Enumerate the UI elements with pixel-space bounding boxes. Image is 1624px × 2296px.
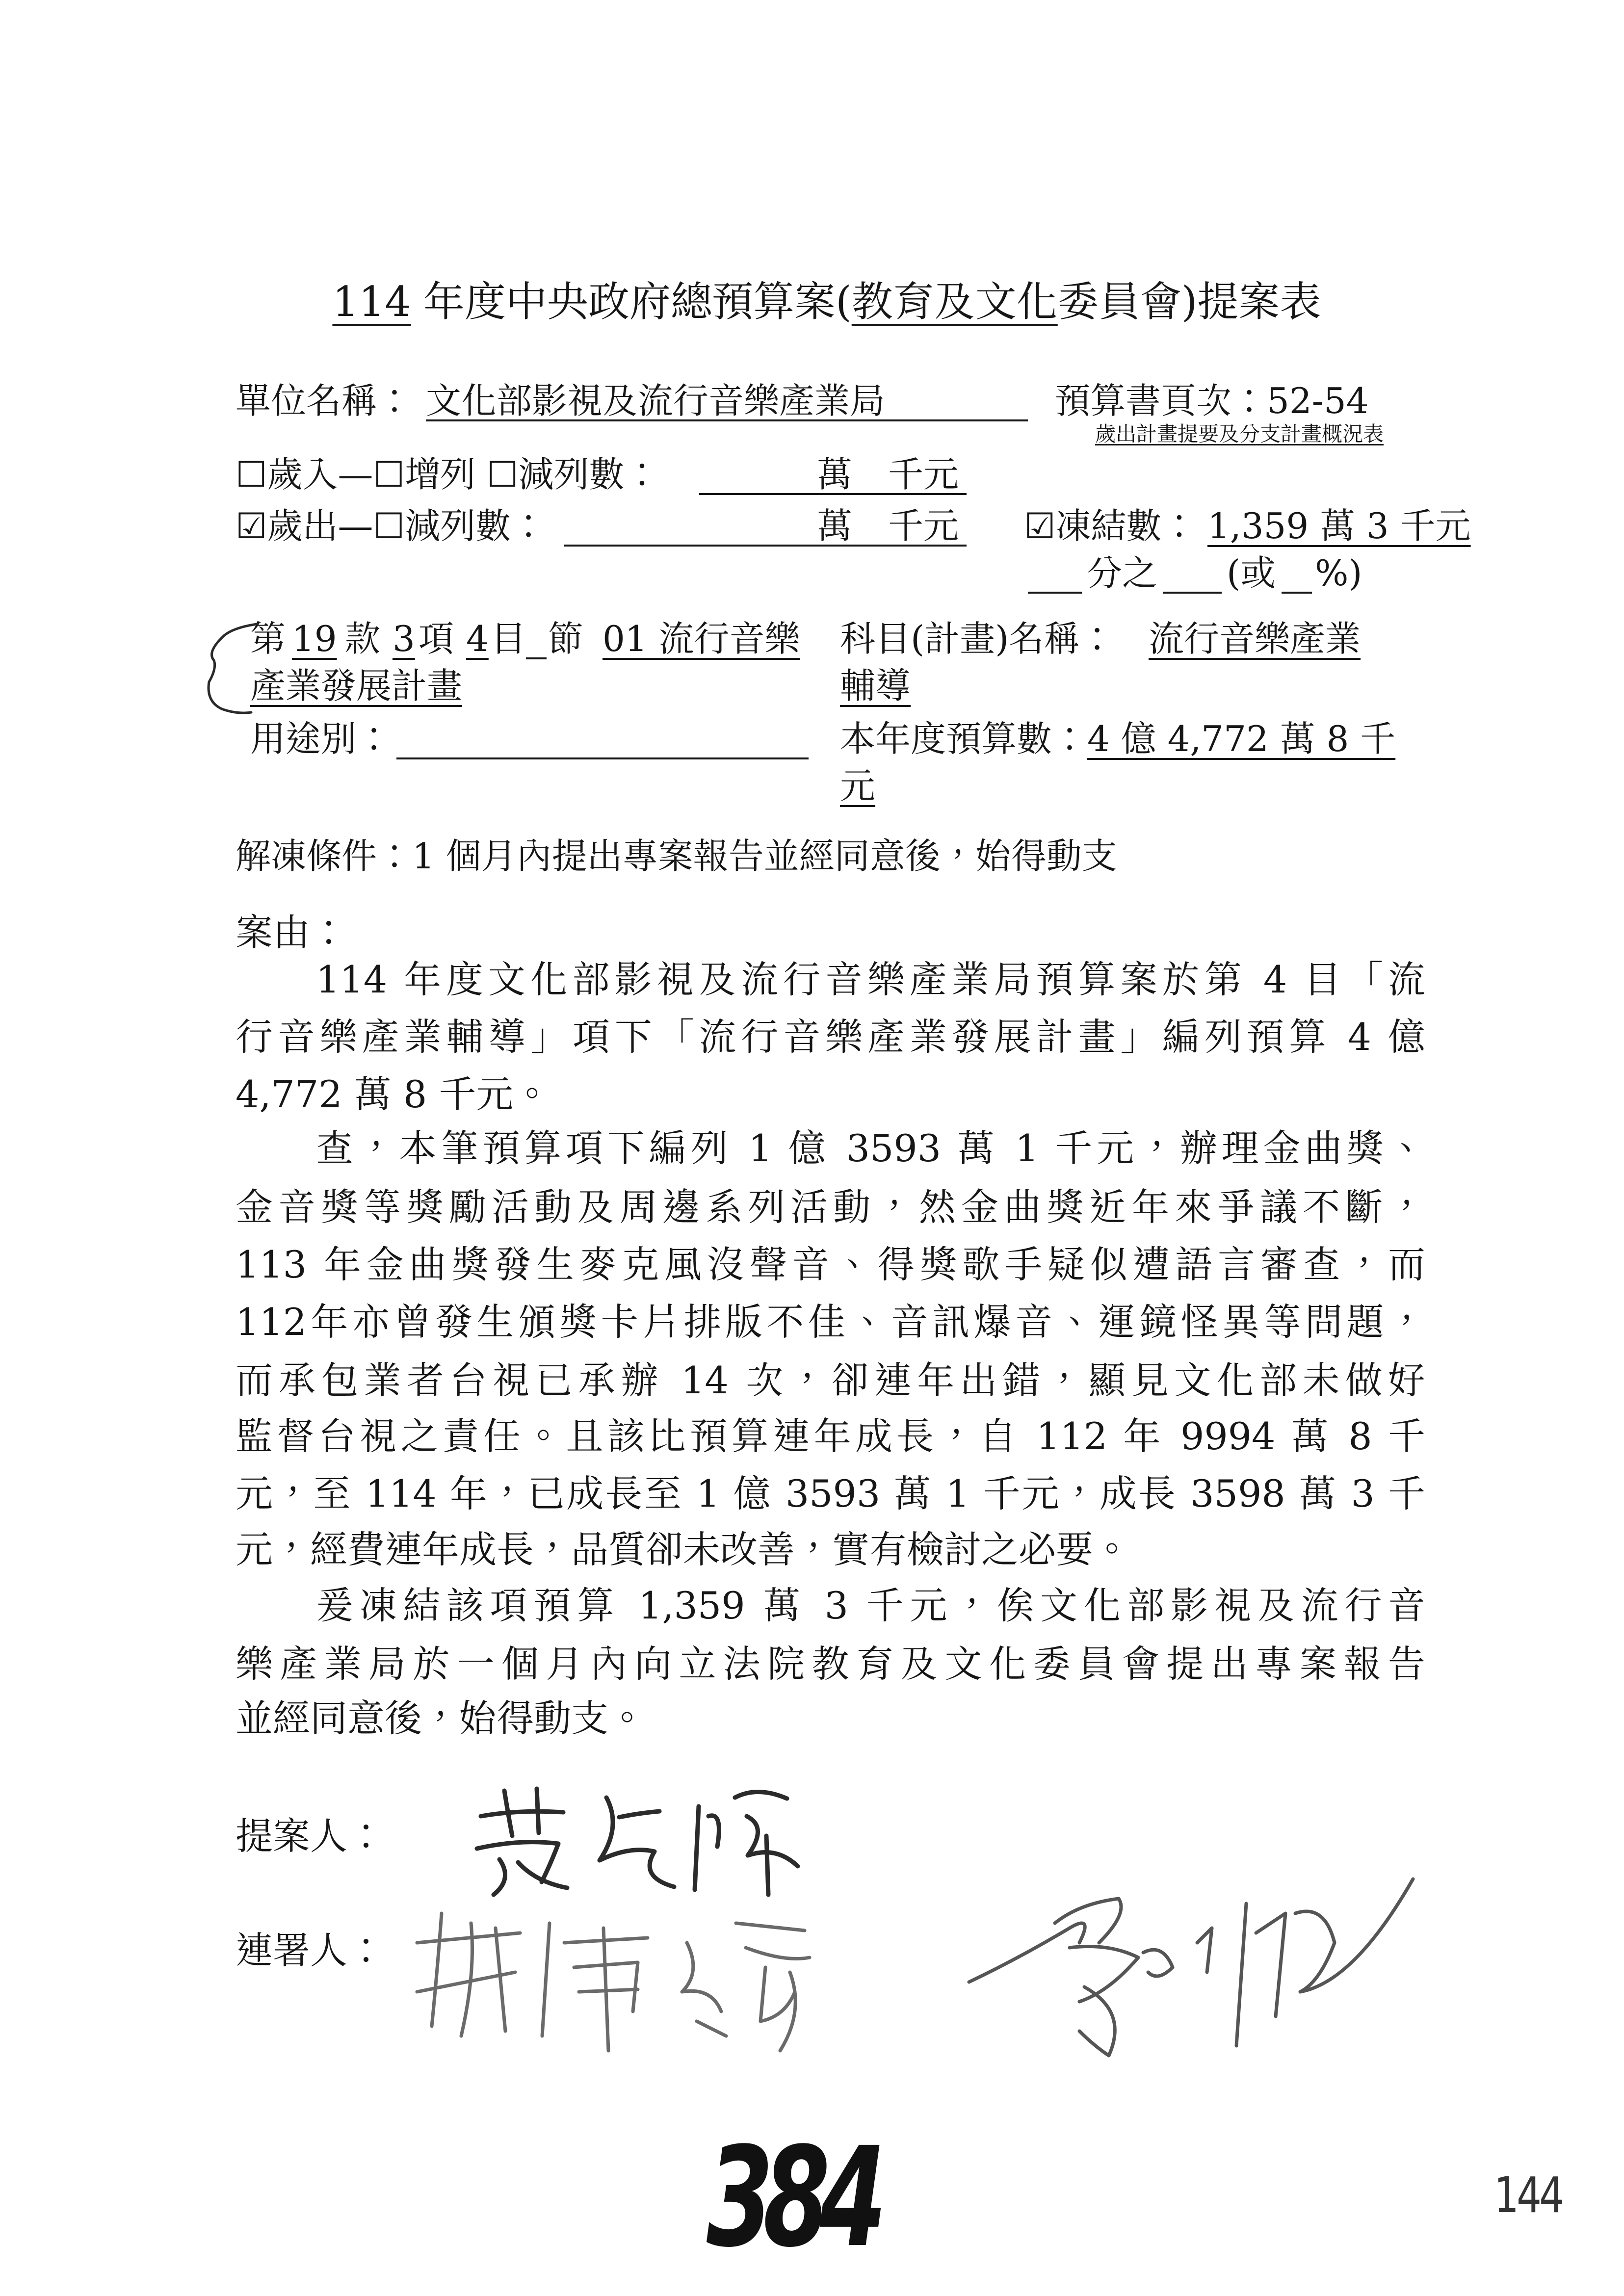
cosigner-label: 連署人： xyxy=(236,1929,385,1972)
reason-line: 爰凍結該項預算 1,359 萬 3 千元，俟文化部影視及流行音 xyxy=(316,1584,1425,1627)
freeze-ratio-blank-3 xyxy=(1282,592,1312,594)
reason-line: 監督台視之責任。且該比預算連年成長，自 112 年 9994 萬 8 千 xyxy=(236,1414,1425,1458)
title-year: 114 xyxy=(332,278,411,326)
item-mu-label: 目 xyxy=(491,618,526,659)
cosigner-signature-2 xyxy=(969,1879,1413,2056)
freeze-ratio-blank-2 xyxy=(1163,592,1222,594)
unit-label: 單位名稱： xyxy=(236,380,413,421)
reason-label: 案由： xyxy=(236,911,347,954)
item-xiang-number: 3 xyxy=(393,618,415,659)
annual-budget-value-line1: 4 億 4,772 萬 8 千 xyxy=(1087,718,1396,759)
expenditure-qian-unit: 千元 xyxy=(888,505,959,547)
title-text-a: 年度中央政府總預算案( xyxy=(423,278,852,326)
item-program-line1: 01 流行音樂 xyxy=(602,618,800,659)
handwritten-page-number: 384 xyxy=(707,2118,877,2278)
item-kuan-number: 19 xyxy=(292,618,337,659)
reason-line: 樂產業局於一個月內向立法院教育及文化委員會提出專案報告 xyxy=(236,1642,1425,1686)
reason-line: 4,772 萬 8 千元。 xyxy=(236,1072,551,1116)
item-jie-label: 節 xyxy=(548,618,584,659)
item-program-line2: 產業發展計畫 xyxy=(250,665,463,706)
freeze-ratio-of: 分之 xyxy=(1087,552,1158,594)
freeze-ratio-percent: %) xyxy=(1315,552,1362,594)
revenue-qian-unit: 千元 xyxy=(888,454,959,495)
freeze-ratio-or: (或 xyxy=(1227,552,1276,594)
annual-budget-label: 本年度預算數： xyxy=(840,718,1088,759)
item-jie-blank xyxy=(526,657,547,659)
proposer-signature xyxy=(477,1789,798,1895)
reason-line: 金音獎等獎勵活動及周邊系列活動，然金曲獎近年來爭議不斷， xyxy=(236,1185,1425,1229)
reason-line: 而承包業者台視已承辦 14 次，卻連年出錯，顯見文化部未做好 xyxy=(236,1358,1425,1402)
unit-underline xyxy=(426,419,1028,421)
annual-budget-value-line2: 元 xyxy=(840,765,876,807)
usage-label: 用途別： xyxy=(250,718,392,759)
budget-page-field xyxy=(1055,379,1369,423)
subject-name-line2: 輔導 xyxy=(840,665,911,706)
reason-line: 112年亦曾發生頒獎卡片排版不佳、音訊爆音、運鏡怪異等問題， xyxy=(236,1300,1425,1344)
item-mu-number: 4 xyxy=(466,618,489,659)
cosigner-signature-1 xyxy=(417,1913,810,2051)
budget-page-label: 預算書頁次： xyxy=(1055,380,1267,421)
item-xiang-label: 項 xyxy=(419,618,454,659)
expenditure-wan-unit: 萬 xyxy=(817,505,853,547)
reason-line: 114 年度文化部影視及流行音樂產業局預算案於第 4 目「流 xyxy=(316,958,1425,1001)
proposer-label: 提案人： xyxy=(236,1814,385,1858)
reason-line: 113 年金曲獎發生麥克風沒聲音、得獎歌手疑似遭語言審查，而 xyxy=(236,1243,1425,1286)
freeze-amount: 1,359 萬 3 千元 xyxy=(1207,505,1471,547)
annual-budget-field xyxy=(840,717,1395,761)
reason-line: 查，本筆預算項下編列 1 億 3593 萬 1 千元，辦理金曲獎、 xyxy=(316,1126,1425,1170)
revenue-row-prefix: ☐歲入—☐增列 ☐減列數： xyxy=(236,454,660,495)
subject-name-line1: 流行音樂產業 xyxy=(1149,618,1361,659)
freeze-ratio-blank-1 xyxy=(1028,592,1082,594)
revenue-wan-unit: 萬 xyxy=(817,454,853,495)
unfreeze-condition: 解凍條件：1 個月內提出專案報告並經同意後，始得動支 xyxy=(236,835,1117,877)
title-text-b: 委員會)提案表 xyxy=(1057,278,1321,326)
item-di: 第 xyxy=(250,618,286,659)
subject-label: 科目(計畫)名稱： xyxy=(840,618,1115,659)
budget-page-value: 52-54 xyxy=(1267,380,1369,421)
usage-blank xyxy=(396,757,809,759)
page-title xyxy=(287,275,1366,329)
freeze-label: ☑凍結數： xyxy=(1024,505,1197,547)
reason-line: 元，經費連年成長，品質卻未改善，實有檢討之必要。 xyxy=(236,1528,1130,1571)
unit-value: 文化部影視及流行音樂產業局 xyxy=(426,380,886,421)
expenditure-row-prefix: ☑歲出—☐減列數： xyxy=(236,505,547,547)
reason-line: 元，至 114 年，已成長至 1 億 3593 萬 1 千元，成長 3598 萬 3 千 xyxy=(236,1472,1425,1515)
budget-page-note: 歲出計畫提要及分支計畫概況表 xyxy=(1095,422,1384,446)
reason-line: 行音樂產業輔導」項下「流行音樂產業發展計畫」編列預算 4 億 xyxy=(236,1015,1425,1059)
handwritten-corner-number: 144 xyxy=(1494,2166,1562,2224)
item-kuan-label: 款 xyxy=(345,618,381,659)
title-committee: 教育及文化 xyxy=(851,278,1058,326)
reason-line: 並經同意後，始得動支。 xyxy=(236,1696,646,1740)
